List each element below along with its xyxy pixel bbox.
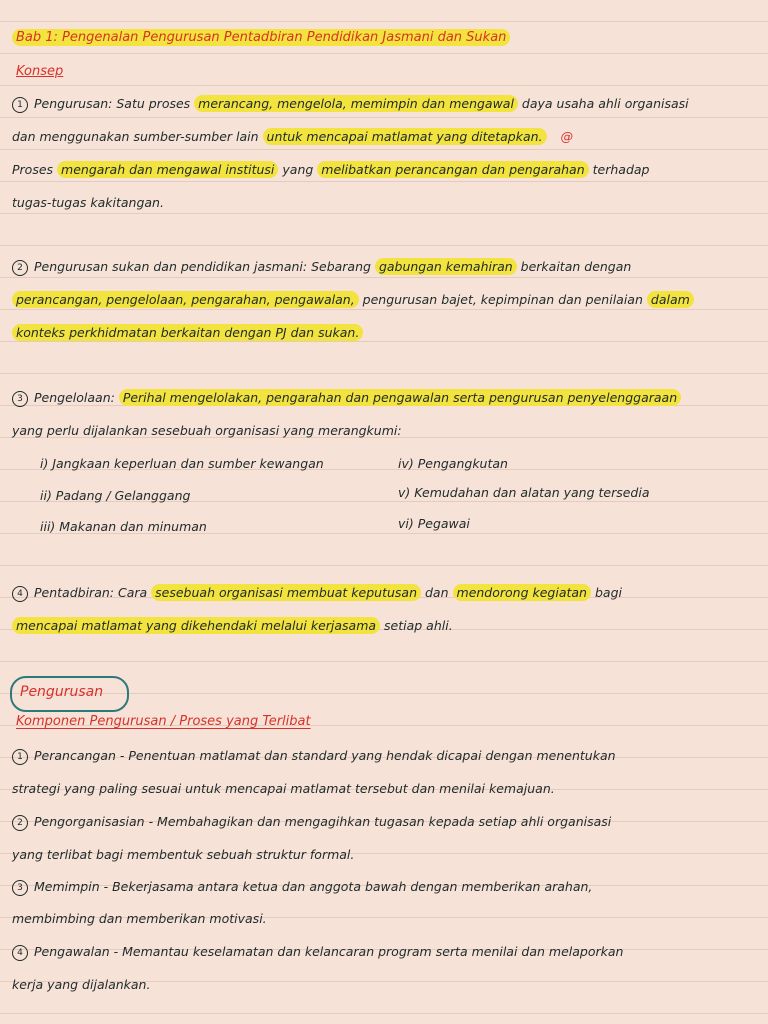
- text: Pengorganisasian - Membahagikan dan mengagihkan tugasan kepada setiap ahli organisasi: [34, 814, 612, 829]
- number-badge: 4: [12, 586, 28, 602]
- s4-line2: [12, 618, 762, 633]
- s3-line1: [12, 390, 762, 407]
- page-title: [12, 30, 762, 45]
- s3-line2: yang perlu dijalankan sesebuah organisasi yang merangkumi:: [12, 423, 402, 438]
- number-badge: 2: [12, 815, 28, 831]
- text: daya usaha ahli organisasi: [521, 96, 689, 111]
- komponen-1b: strategi yang paling sesuai untuk mencapai matlamat tersebut dan menilai kemajuan.: [12, 781, 555, 796]
- konsep-heading: Konsep: [16, 64, 64, 79]
- text: Proses: [12, 162, 54, 177]
- s2-line2: [12, 292, 762, 307]
- text: dan: [425, 585, 449, 600]
- s1-line3: [12, 162, 762, 177]
- text: dan menggunakan sumber-sumber lain: [12, 129, 259, 144]
- number-badge: 1: [12, 749, 28, 765]
- text: Pentadbiran: Cara: [34, 585, 148, 600]
- text: pengurusan bajet, kepimpinan dan penilaian: [362, 292, 643, 307]
- highlight: merancang, mengelola, memimpin dan mengawal: [194, 95, 518, 112]
- title-text: Bab 1: Pengenalan Pengurusan Pentadbiran Pendidikan Jasmani dan Sukan: [12, 29, 510, 46]
- list-item: i) Jangkaan keperluan dan sumber kewangan: [40, 456, 324, 471]
- highlight: melibatkan perancangan dan pengarahan: [317, 161, 588, 178]
- text: Pengurusan: Satu proses: [34, 96, 191, 111]
- text: berkaitan dengan: [520, 259, 632, 274]
- at-symbol: @: [560, 129, 574, 144]
- pengurusan-cloud: [10, 676, 129, 712]
- highlight: untuk mencapai matlamat yang ditetapkan.: [263, 128, 547, 145]
- s2-line1: [12, 259, 762, 276]
- list-item: iv) Pengangkutan: [398, 456, 508, 471]
- list-item: iii) Makanan dan minuman: [40, 519, 207, 534]
- highlight: mencapai matlamat yang dikehendaki melalui kerjasama: [12, 617, 380, 634]
- highlight: Perihal mengelolakan, pengarahan dan pengawalan serta pengurusan penyelenggaraan: [119, 389, 681, 406]
- text: Pengurusan sukan dan pendidikan jasmani: Sebarang: [34, 259, 371, 274]
- highlight: dalam: [647, 291, 694, 308]
- komponen-1a: [12, 748, 762, 765]
- s2-line3: [12, 325, 762, 340]
- highlight: mendorong kegiatan: [453, 584, 591, 601]
- text: setiap ahli.: [384, 618, 453, 633]
- s4-line1: [12, 585, 762, 602]
- text: terhadap: [592, 162, 650, 177]
- highlight: konteks perkhidmatan berkaitan dengan PJ dan sukan.: [12, 324, 363, 341]
- komponen-4a: [12, 944, 762, 961]
- komponen-2a: [12, 814, 762, 831]
- list-item: v) Kemudahan dan alatan yang tersedia: [398, 485, 650, 500]
- text: Pengawalan - Memantau keselamatan dan kelancaran program serta menilai dan melaporkan: [34, 944, 624, 959]
- text: yang: [282, 162, 314, 177]
- cloud-label: Pengurusan: [20, 684, 104, 700]
- list-item: vi) Pegawai: [398, 516, 470, 531]
- komponen-2b: yang terlibat bagi membentuk sebuah struktur formal.: [12, 847, 355, 862]
- highlight: sesebuah organisasi membuat keputusan: [151, 584, 421, 601]
- komponen-heading: Komponen Pengurusan / Proses yang Terlibat: [16, 714, 311, 729]
- text: Memimpin - Bekerjasama antara ketua dan anggota bawah dengan memberikan arahan,: [34, 879, 593, 894]
- number-badge: 2: [12, 260, 28, 276]
- komponen-3a: [12, 879, 762, 896]
- komponen-3b: membimbing dan memberikan motivasi.: [12, 911, 267, 926]
- s1-line1: [12, 96, 762, 113]
- highlight: perancangan, pengelolaan, pengarahan, pengawalan,: [12, 291, 359, 308]
- s1-line4: tugas-tugas kakitangan.: [12, 195, 164, 210]
- number-badge: 3: [12, 880, 28, 896]
- number-badge: 3: [12, 391, 28, 407]
- list-item: ii) Padang / Gelanggang: [40, 488, 191, 503]
- text: Perancangan - Penentuan matlamat dan standard yang hendak dicapai dengan menentukan: [34, 748, 616, 763]
- komponen-4b: kerja yang dijalankan.: [12, 977, 151, 992]
- number-badge: 4: [12, 945, 28, 961]
- text: bagi: [594, 585, 622, 600]
- highlight: mengarah dan mengawal institusi: [57, 161, 278, 178]
- s1-line2: [12, 129, 762, 144]
- number-badge: 1: [12, 97, 28, 113]
- text: Pengelolaan:: [34, 390, 115, 405]
- highlight: gabungan kemahiran: [375, 258, 517, 275]
